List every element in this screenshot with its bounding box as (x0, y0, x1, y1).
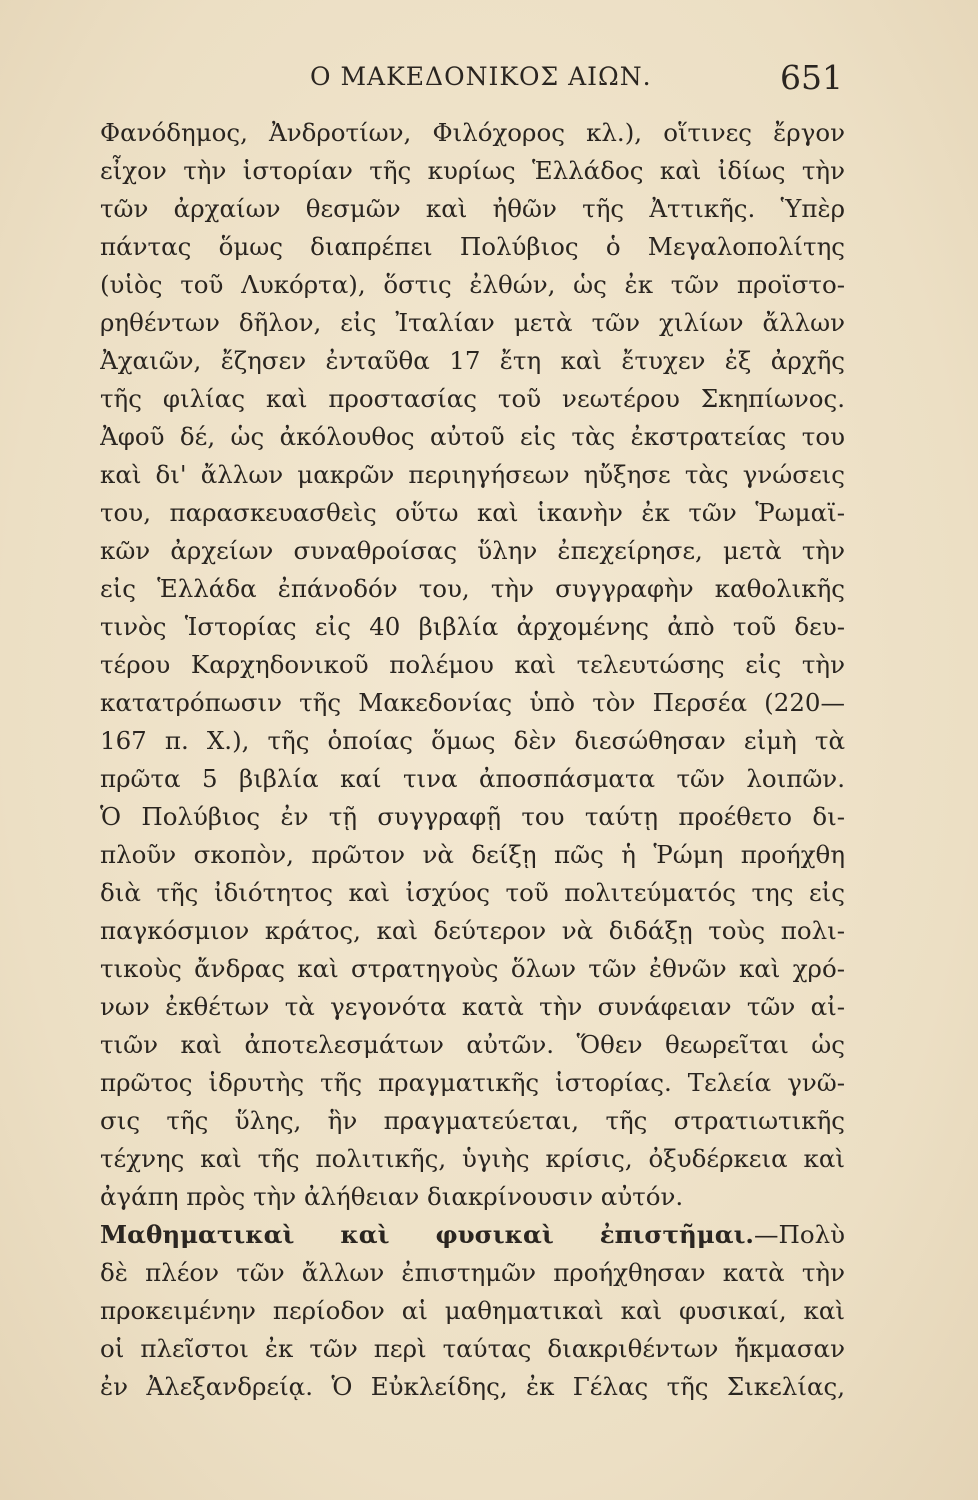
text-line: (υἱὸς τοῦ Λυκόρτα), ὅστις ἐλθών, ὡς ἐκ τῶν προϊστο- (100, 270, 845, 299)
page-number: 651 (780, 58, 843, 97)
text-line: τῶν ἀρχαίων θεσμῶν καὶ ἠθῶν τῆς Ἀττικῆς. Ὑπὲρ (100, 194, 845, 223)
text-line: Ἀχαιῶν, ἔζησεν ἐνταῦθα 17 ἔτη καὶ ἔτυχεν ἐξ ἀρχῆς (100, 346, 845, 375)
text-line: παγκόσμιον κράτος, καὶ δεύτερον νὰ διδάξῃ τοὺς πολι- (100, 916, 845, 945)
text-line: Ὁ Πολύβιος ἐν τῇ συγγραφῇ του ταύτῃ προέθετο δι- (100, 802, 845, 831)
text-line: ἐν Ἀλεξανδρείᾳ. Ὁ Εὐκλείδης, ἐκ Γέλας τῆς Σικελίας, (100, 1372, 845, 1401)
text-line: διὰ τῆς ἰδιότητος καὶ ἰσχύος τοῦ πολιτεύματός της εἰς (100, 878, 845, 907)
text-line: κῶν ἀρχείων συναθροίσας ὕλην ἐπεχείρησε, μετὰ τὴν (100, 536, 845, 565)
page-header (100, 60, 845, 100)
text-line: πρῶτος ἱδρυτὴς τῆς πραγματικῆς ἱστορίας. Τελεία γνῶ- (100, 1068, 845, 1097)
text-line: τέχνης καὶ τῆς πολιτικῆς, ὑγιὴς κρίσις, ὀξυδέρκεια καὶ (100, 1144, 845, 1173)
text-line: εἰς Ἑλλάδα ἐπάνοδόν του, τὴν συγγραφὴν καθολικῆς (100, 574, 845, 603)
text-line: νων ἐκθέτων τὰ γεγονότα κατὰ τὴν συνάφειαν τῶν αἰ- (100, 992, 845, 1021)
text-line: τῆς φιλίας καὶ προστασίας τοῦ νεωτέρου Σκηπίωνος. (100, 384, 845, 413)
section-heading-line (100, 1216, 845, 1254)
text-line: τινὸς Ἱστορίας εἰς 40 βιβλία ἀρχομένης ἀπὸ τοῦ δευ- (100, 612, 845, 641)
text-line: καὶ δι' ἄλλων μακρῶν περιηγήσεων ηὔξησε τὰς γνώσεις (100, 460, 845, 489)
text-line: Φανόδημος, Ἀνδροτίων, Φιλόχορος κλ.), οἵτινες ἔργον (100, 118, 845, 147)
text-line: ἀγάπη πρὸς τὴν ἀλήθειαν διακρίνουσιν αὐτόν. (100, 1182, 684, 1211)
text-line: δὲ πλέον τῶν ἄλλων ἐπιστημῶν προήχθησαν κατὰ τὴν (100, 1258, 845, 1287)
text-line: 167 π. Χ.), τῆς ὁποίας ὅμως δὲν διεσώθησαν εἰμὴ τὰ (100, 726, 845, 755)
text-line: προκειμένην περίοδον αἱ μαθηματικαὶ καὶ φυσικαί, καὶ (100, 1296, 845, 1325)
text-line: ρηθέντων δῆλον, εἰς Ἰταλίαν μετὰ τῶν χιλίων ἄλλων (100, 308, 845, 337)
text-line: τιῶν καὶ ἀποτελεσμάτων αὐτῶν. Ὅθεν θεωρεῖται ὡς (100, 1030, 845, 1059)
text-line: πάντας ὅμως διαπρέπει Πολύβιος ὁ Μεγαλοπολίτης (100, 232, 845, 261)
text-line: πρῶτα 5 βιβλία καί τινα ἀποσπάσματα τῶν λοιπῶν. (100, 764, 845, 793)
text-line: πλοῦν σκοπὸν, πρῶτον νὰ δείξῃ πῶς ἡ Ῥώμη προήχθη (100, 840, 845, 869)
text-line: του, παρασκευασθεὶς οὕτω καὶ ἱκανὴν ἐκ τῶν Ῥωμαϊ- (100, 498, 845, 527)
text-line: τικοὺς ἄνδρας καὶ στρατηγοὺς ὅλων τῶν ἐθνῶν καὶ χρό- (100, 954, 845, 983)
text-line: τέρου Καρχηδονικοῦ πολέμου καὶ τελευτώσης εἰς τὴν (100, 650, 845, 679)
text-line: εἶχον τὴν ἱστορίαν τῆς κυρίως Ἑλλάδος καὶ ἰδίως τὴν (100, 156, 845, 185)
section-heading: Μαθηματικαὶ καὶ φυσικαὶ ἐπιστῆμαι. (100, 1220, 754, 1249)
text-line: σις τῆς ὕλης, ἣν πραγματεύεται, τῆς στρατιωτικῆς (100, 1106, 845, 1135)
text-line: κατατρόπωσιν τῆς Μακεδονίας ὑπὸ τὸν Περσέα (220— (100, 688, 845, 717)
body-text (100, 114, 845, 1406)
heading-continuation: —Πολὺ (753, 1220, 845, 1249)
text-line: οἱ πλεῖστοι ἐκ τῶν περὶ ταύτας διακριθέντων ἤκμασαν (100, 1334, 845, 1363)
text-line: Ἀφοῦ δέ, ὡς ἀκόλουθος αὐτοῦ εἰς τὰς ἐκστρατείας του (100, 422, 845, 451)
running-head: Ο ΜΑΚΕΔΟΝΙΚΟΣ ΑΙΩΝ. (310, 62, 652, 91)
